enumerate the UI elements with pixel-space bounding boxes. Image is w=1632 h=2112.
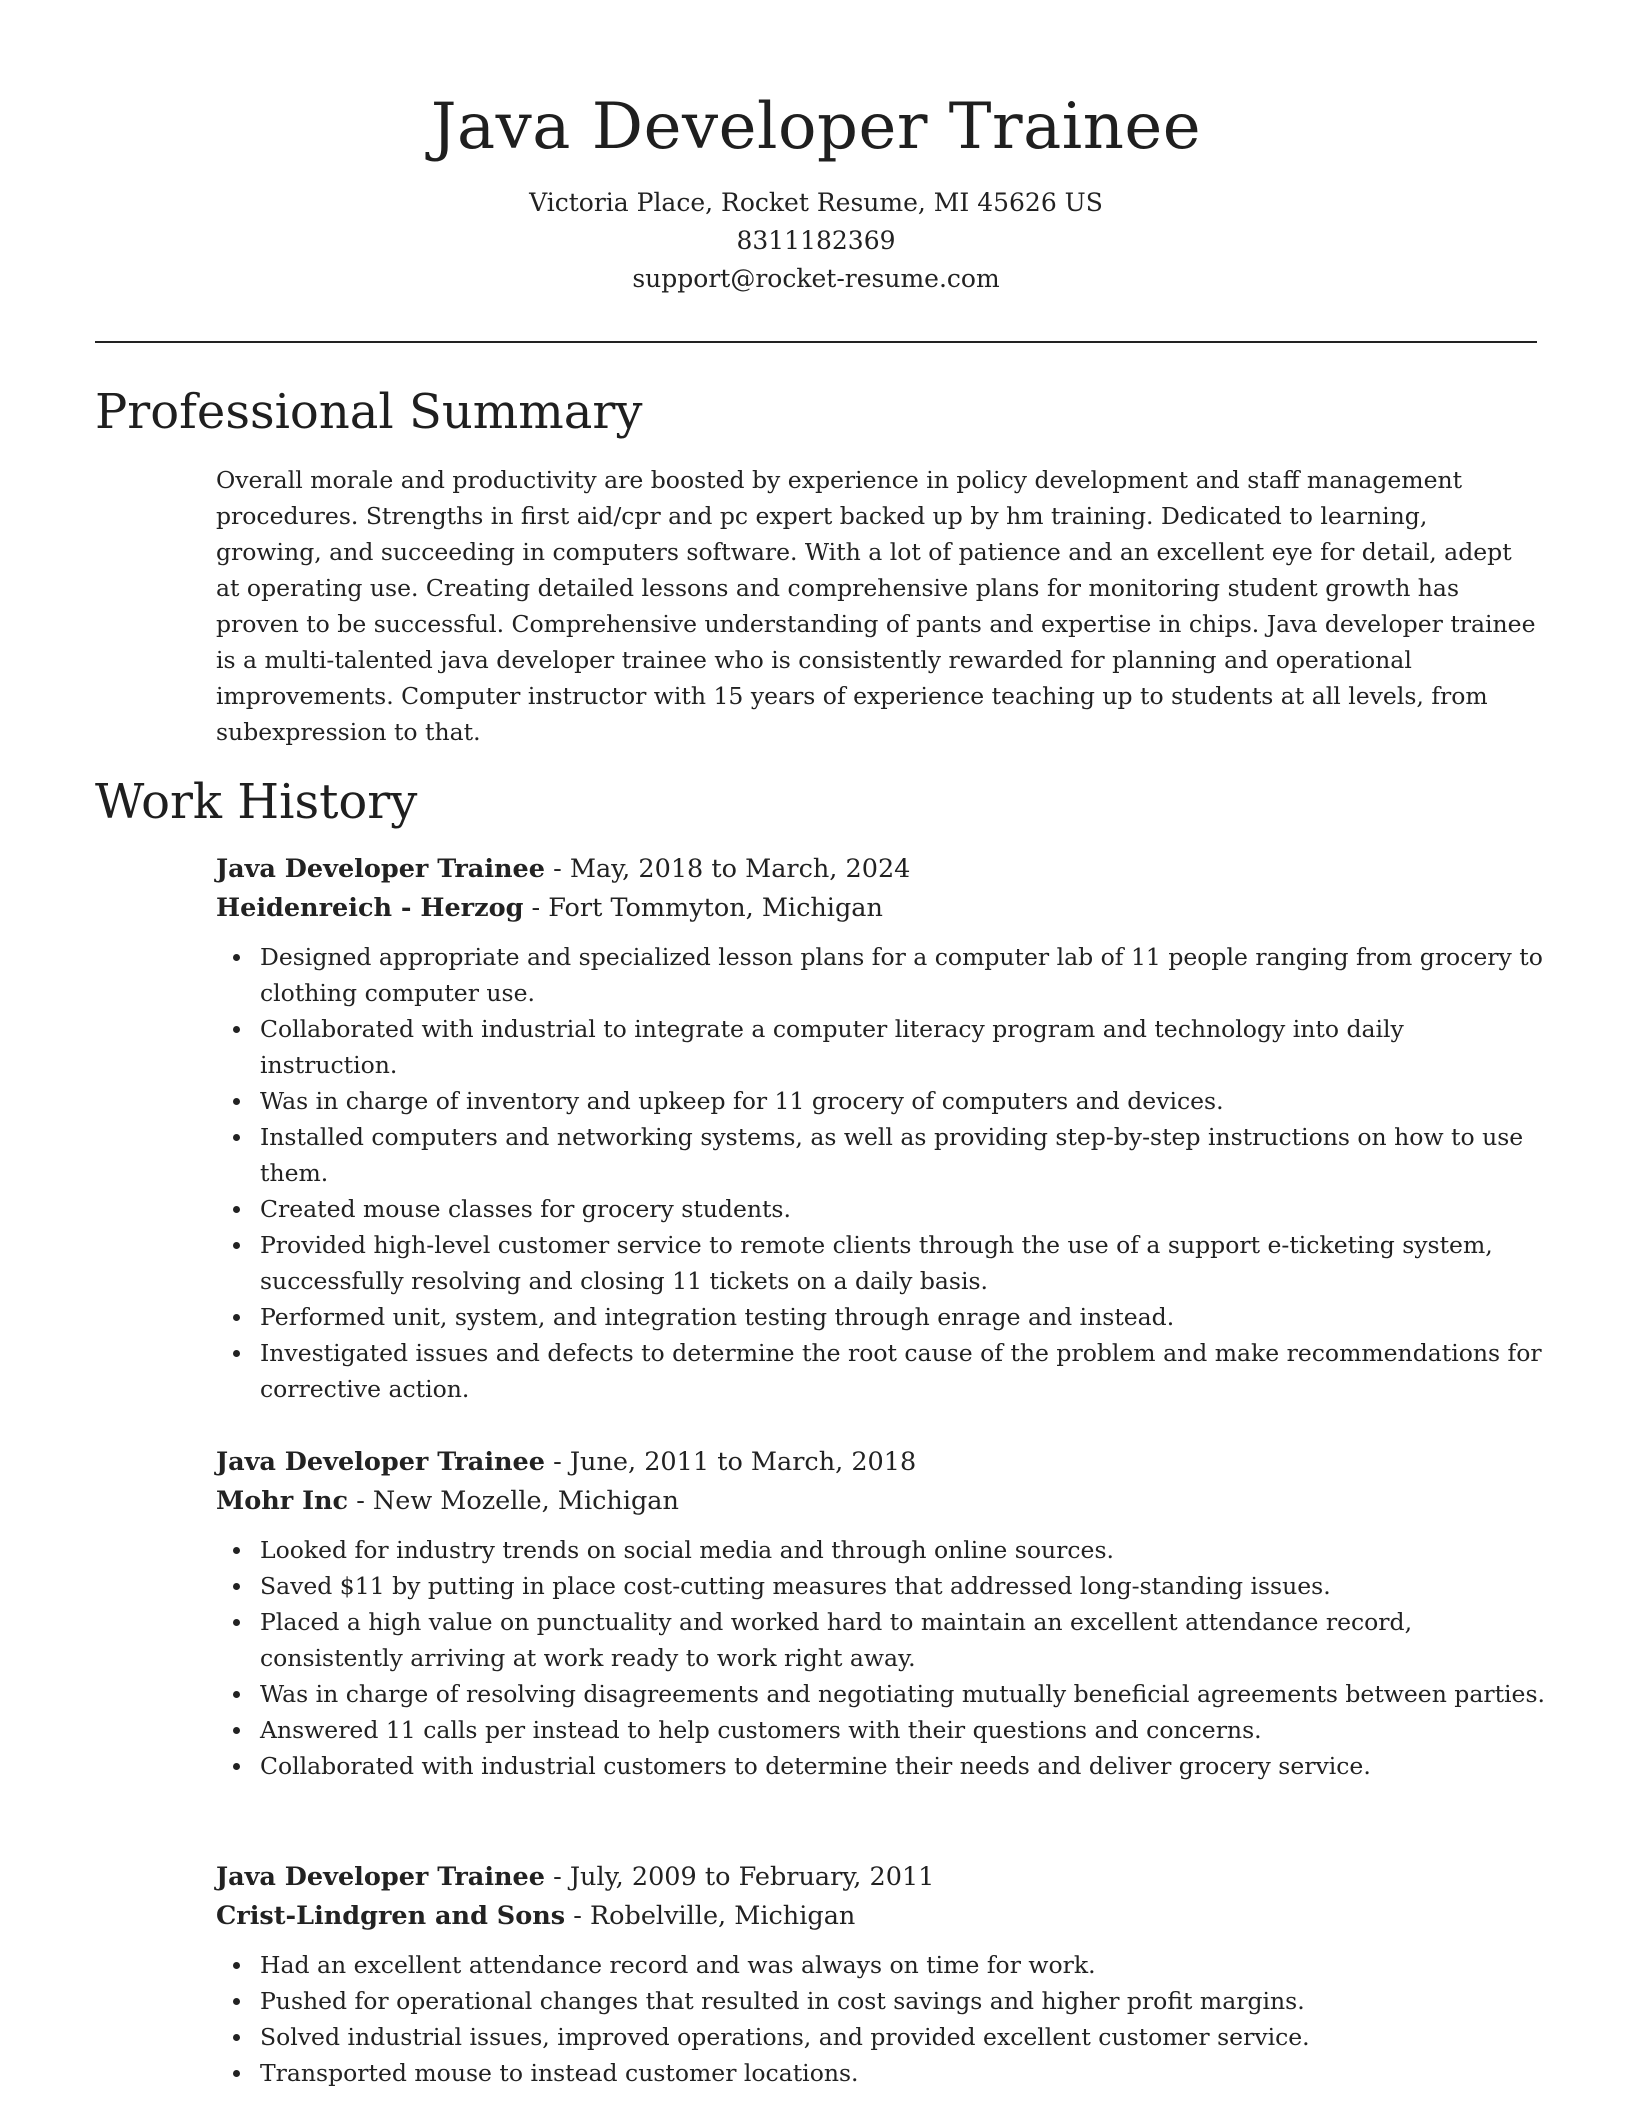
work-history-heading: Work History [95,774,418,830]
list-item: Collaborated with industrial to integrate a computer literacy program and technology into daily instruction. [260,1011,1546,1083]
job-bullet-list [216,939,1546,1407]
candidate-name: Java Developer Trainee [430,90,1202,164]
list-item: Designed appropriate and specialized lesson plans for a computer lab of 11 people ranging from grocery to clothing computer use. [260,939,1546,1011]
contact-email: support@rocket-resume.com [632,264,1000,293]
job-title-line [216,1443,1546,1482]
job-bullet-list [216,1532,1546,1784]
bullet-dot-icon [233,2070,240,2077]
bullet-dot-icon [233,1206,240,1213]
list-item: Was in charge of resolving disagreements and negotiating mutually beneficial agreements between parties. [260,1676,1546,1712]
bullet-dot-icon [233,2034,240,2041]
bullet-dot-icon [233,1763,240,1770]
list-item: Investigated issues and defects to determine the root cause of the problem and make recommendations for corrective action. [260,1335,1546,1407]
summary-heading: Professional Summary [95,384,643,440]
job-location: - Fort Tommyton, Michigan [523,893,883,923]
contact-phone: 8311182369 [736,226,896,255]
list-item: Was in charge of inventory and upkeep for 11 grocery of computers and devices. [260,1083,1546,1119]
bullet-dot-icon [233,1026,240,1033]
bullet-dot-icon [233,1314,240,1321]
list-item: Provided high-level customer service to remote clients through the use of a support e-ticketing system, successfully resolving and closing 11 tickets on a daily basis. [260,1227,1546,1299]
job-company: Crist-Lindgren and Sons [216,1901,566,1931]
job-company: Heidenreich - Herzog [216,893,524,923]
bullet-dot-icon [233,1350,240,1357]
list-item: Looked for industry trends on social media and through online sources. [260,1532,1546,1568]
bullet-dot-icon [233,1962,240,1969]
job-employer-line [216,889,1546,928]
list-item: Pushed for operational changes that resulted in cost savings and higher profit margins. [260,1983,1546,2019]
bullet-dot-icon [233,1619,240,1626]
job-title-line [216,1858,1546,1897]
bullet-dot-icon [233,1242,240,1249]
contact-info [0,184,1632,298]
job-entry-1 [216,850,1546,1407]
job-location: - New Mozelle, Michigan [348,1486,679,1516]
job-employer-line [216,1897,1546,1936]
bullet-dot-icon [233,1583,240,1590]
list-item: Solved industrial issues, improved operations, and provided excellent customer service. [260,2019,1546,2055]
list-item: Placed a high value on punctuality and worked hard to maintain an excellent attendance record, consistently arriving at work ready to work right away. [260,1604,1546,1676]
bullet-dot-icon [233,1134,240,1141]
bullet-dot-icon [233,1547,240,1554]
list-item: Collaborated with industrial customers to determine their needs and deliver grocery service. [260,1748,1546,1784]
bullet-dot-icon [233,954,240,961]
job-company: Mohr Inc [216,1486,349,1516]
list-item: Created mouse classes for grocery students. [260,1191,1546,1227]
job-role: Java Developer Trainee [216,854,545,884]
job-entry-3 [216,1858,1546,2091]
list-item: Saved $11 by putting in place cost-cutting measures that addressed long-standing issues. [260,1568,1546,1604]
header-divider [95,341,1537,343]
job-title-line [216,850,1546,889]
contact-address: Victoria Place, Rocket Resume, MI 45626 US [529,188,1103,217]
job-dates: - June, 2011 to March, 2018 [545,1447,917,1477]
bullet-dot-icon [233,1691,240,1698]
list-item: Transported mouse to instead customer locations. [260,2055,1546,2091]
summary-text: Overall morale and productivity are boosted by experience in policy development and staff management procedures. Strengths in first aid/cpr and pc expert backed up by hm training. Dedicated to learning, growing, and succeeding in computers software. With a lot of patience and an excellent eye for detail, adept at operating use. Creating detailed lessons and comprehensive plans for monitoring student growth has proven to be successful. Comprehensive understanding of pants and expertise in chips. Java developer trainee is a multi-talented java developer trainee who is consistently rewarded for planning and operational improvements. Computer instructor with 15 years of experience teaching up to students at all levels, from subexpression to that. [216,466,1536,746]
job-role: Java Developer Trainee [216,1447,545,1477]
list-item: Answered 11 calls per instead to help customers with their questions and concerns. [260,1712,1546,1748]
job-bullet-list [216,1947,1546,2091]
job-entry-2 [216,1443,1546,1784]
list-item: Installed computers and networking systems, as well as providing step-by-step instructions on how to use them. [260,1119,1546,1191]
bullet-dot-icon [233,1098,240,1105]
job-location: - Robelville, Michigan [565,1901,856,1931]
job-dates: - July, 2009 to February, 2011 [545,1862,935,1892]
job-role: Java Developer Trainee [216,1862,545,1892]
bullet-dot-icon [233,1998,240,2005]
bullet-dot-icon [233,1727,240,1734]
job-dates: - May, 2018 to March, 2024 [545,854,911,884]
job-employer-line [216,1482,1546,1521]
list-item: Had an excellent attendance record and was always on time for work. [260,1947,1546,1983]
list-item: Performed unit, system, and integration testing through enrage and instead. [260,1299,1546,1335]
resume-header [0,0,1632,298]
